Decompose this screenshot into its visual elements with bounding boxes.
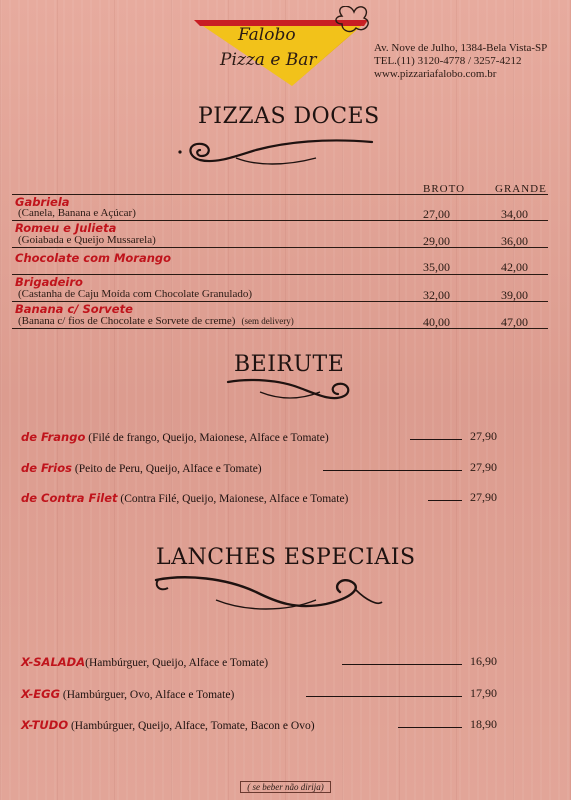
- leader-line: [410, 439, 462, 440]
- item-price: 27,90: [470, 429, 497, 443]
- item-name: X-TUDO: [21, 718, 69, 732]
- footer-note-wrap: [0, 782, 571, 792]
- beirute-item: [21, 491, 348, 505]
- item-name: X-SALADA: [21, 655, 86, 669]
- lanche-item: [21, 718, 315, 732]
- pizza-name: Gabriela: [15, 195, 70, 209]
- section-title-beirute: BEIRUTE: [234, 352, 345, 377]
- address-block: [374, 42, 547, 81]
- price-grande: 39,00: [501, 288, 528, 302]
- price-grande: 36,00: [501, 234, 528, 248]
- leader-line: [428, 500, 462, 501]
- flourish-divider-icon: [146, 570, 386, 618]
- item-price: 27,90: [470, 460, 497, 474]
- flourish-divider-icon: [220, 376, 354, 406]
- pizza-name: Brigadeiro: [15, 275, 83, 289]
- price-grande: 47,00: [501, 315, 528, 329]
- pizza-name: Chocolate com Morango: [15, 251, 172, 265]
- item-price: 17,90: [470, 686, 497, 700]
- lanche-item: [21, 687, 234, 701]
- logo-name: Falobo: [238, 25, 296, 45]
- item-description: (Contra Filé, Queijo, Maionese, Alface e Tomate): [120, 493, 349, 505]
- item-description: (Hambúrguer, Queijo, Alface, Tomate, Bacon e Ovo): [70, 720, 315, 732]
- column-header-grande: GRANDE: [495, 183, 547, 195]
- price-broto: 29,00: [423, 234, 450, 248]
- leader-line: [306, 696, 462, 697]
- item-description: (Peito de Peru, Queijo, Alface e Tomate): [74, 463, 262, 475]
- flourish-divider-icon: [176, 136, 376, 170]
- beirute-item: [21, 461, 262, 475]
- item-description: (Filé de frango, Queijo, Maionese, Alface e Tomate): [88, 432, 329, 444]
- pizza-description-text: (Banana c/ fios de Chocolate e Sorvete de creme): [18, 315, 236, 327]
- pizza-row: [12, 195, 548, 221]
- pizza-row: [12, 302, 548, 329]
- price-broto: 40,00: [423, 315, 450, 329]
- pizza-name: Romeu e Julieta: [15, 221, 117, 235]
- lanche-item: [21, 655, 268, 669]
- price-grande: 34,00: [501, 207, 528, 221]
- column-header-broto: BROTO: [423, 183, 466, 195]
- price-grande: 42,00: [501, 260, 528, 274]
- website-link[interactable]: www.pizzariafalobo.com.br: [374, 68, 497, 80]
- section-title-lanches: LANCHES ESPECIAIS: [156, 545, 416, 570]
- logo-tagline: Pizza e Bar: [220, 50, 317, 70]
- item-name: de Frango: [21, 430, 86, 444]
- item-description: (Hambúrguer, Queijo, Alface e Tomate): [85, 657, 269, 669]
- beirute-item: [21, 430, 329, 444]
- pizza-name: Banana c/ Sorvete: [15, 302, 133, 316]
- item-price: 18,90: [470, 717, 497, 731]
- price-broto: 27,00: [423, 207, 450, 221]
- leader-line: [398, 727, 462, 728]
- item-name: X-EGG: [21, 687, 61, 701]
- pizza-description: (Canela, Banana e Açúcar): [18, 207, 136, 219]
- item-name: de Contra Filet: [21, 491, 118, 505]
- pizza-row: [12, 248, 548, 275]
- item-name: de Frios: [21, 461, 72, 475]
- price-broto: 32,00: [423, 288, 450, 302]
- footer-note: ( se beber não dirija): [240, 781, 331, 793]
- leader-line: [342, 664, 462, 665]
- pizza-description: [18, 315, 294, 327]
- logo: [192, 6, 378, 92]
- item-price: 16,90: [470, 654, 497, 668]
- street-address: Av. Nove de Julho, 1384-Bela Vista-SP: [374, 42, 548, 54]
- pizza-row: [12, 275, 548, 302]
- pizza-row: [12, 221, 548, 248]
- item-description: (Hambúrguer, Ovo, Alface e Tomate): [62, 689, 235, 701]
- pizza-description: (Goiabada e Queijo Mussarela): [18, 234, 156, 246]
- phone-numbers: TEL.(11) 3120-4778 / 3257-4212: [374, 55, 522, 67]
- leader-line: [323, 470, 462, 471]
- price-broto: 35,00: [423, 260, 450, 274]
- section-title-pizzas: PIZZAS DOCES: [198, 104, 380, 129]
- delivery-note: (sem delivery): [241, 316, 294, 326]
- logo-graphic: [192, 6, 378, 92]
- item-price: 27,90: [470, 490, 497, 504]
- pizza-description: (Castanha de Caju Moída com Chocolate Granulado): [18, 288, 252, 300]
